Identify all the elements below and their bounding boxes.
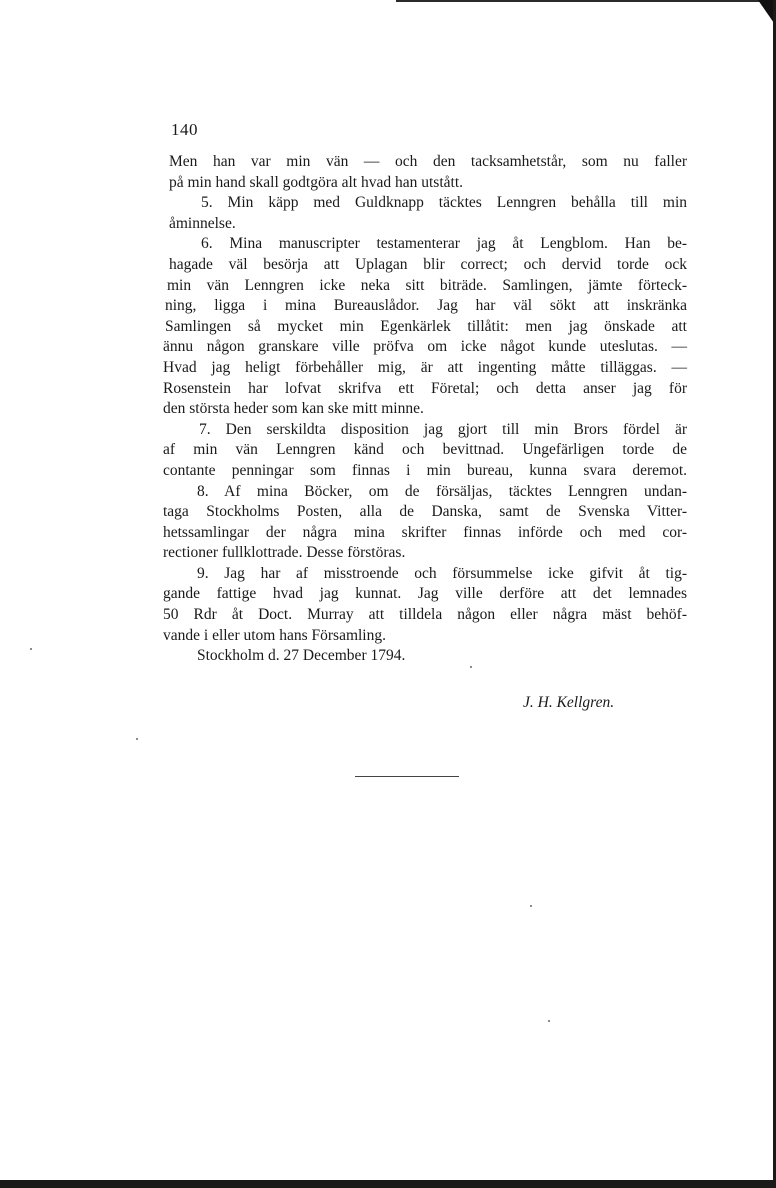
- text-line: 8. Af mina Böcker, om de försäljas, täcktes Lenngren undan-: [197, 482, 687, 500]
- scan-speck: [30, 648, 32, 650]
- text-line: hetssamlingar der några mina skrifter finnas införde och med cor-: [163, 523, 687, 541]
- scan-speck: [530, 905, 532, 907]
- text-line: Men han var min vän — och den tacksamhetstår, som nu faller: [169, 153, 687, 170]
- page-number: 140: [171, 120, 198, 139]
- text-line: på min hand skall godtgöra alt hvad han utstått.: [169, 173, 464, 191]
- text-line: ännu någon granskare ville pröfva om icke något kunde uteslutas. —: [163, 338, 687, 356]
- text-line: 6. Mina manuscripter testamenterar jag åt Lengblom. Han be-: [201, 235, 687, 253]
- text-line: Stockholm d. 27 December 1794.: [197, 647, 406, 665]
- text-line: 5. Min käpp med Guldknapp täcktes Lenngren behålla till min: [201, 194, 687, 212]
- text-line: 7. Den serskildta disposition jag gjort till min Brors fördel är: [199, 420, 687, 438]
- text-line: taga Stockholms Posten, alla de Danska, samt de Svenska Vitter-: [163, 503, 687, 521]
- text-line: Samlingen så mycket min Egenkärlek tillåtit: men jag önskade att: [165, 317, 687, 335]
- text-line: Hvad jag heligt förbehåller mig, är att ingenting måtte tilläggas. —: [163, 358, 687, 376]
- section-divider: [355, 776, 459, 777]
- scan-edge-bottom: [0, 1180, 776, 1188]
- signature: J. H. Kellgren.: [523, 694, 615, 711]
- text-line: åminnelse.: [169, 214, 236, 232]
- text-line: vande i eller utom hans Församling.: [163, 626, 386, 644]
- text-line: gande fattige hvad jag kunnat. Jag ville derföre att det lemnades: [163, 585, 687, 603]
- text-line: min vän Lenngren icke neka sitt biträde. Samlingen, jämte förteck-: [167, 276, 687, 294]
- text-line: af min vän Lenngren känd och bevittnad. Ungefärligen torde de: [163, 441, 687, 459]
- text-line: ning, ligga i mina Bureauslådor. Jag har väl sökt att inskränka: [165, 297, 687, 315]
- document-page: [163, 120, 687, 711]
- text-line: contante penningar som finnas i min bureau, kunna svara deremot.: [163, 461, 687, 479]
- scan-edge-top: [396, 0, 776, 2]
- text-line: 9. Jag har af misstroende och försummelse icke gifvit åt tig-: [197, 564, 687, 582]
- text-line: den största heder som kan ske mitt minne.: [163, 400, 424, 418]
- scan-speck: [136, 738, 138, 740]
- scan-speck: [548, 1020, 550, 1022]
- text-line: rectioner fullklottrade. Desse förstöras.: [163, 544, 406, 562]
- text-line: Rosenstein har lofvat skrifva ett Företal; och detta anser jag för: [163, 379, 687, 397]
- text-line: hagade väl besörja att Uplagan blir correct; och dervid torde ock: [169, 255, 687, 273]
- text-line: 50 Rdr åt Doct. Murray att tilldela någon eller några mäst behöf-: [163, 606, 687, 624]
